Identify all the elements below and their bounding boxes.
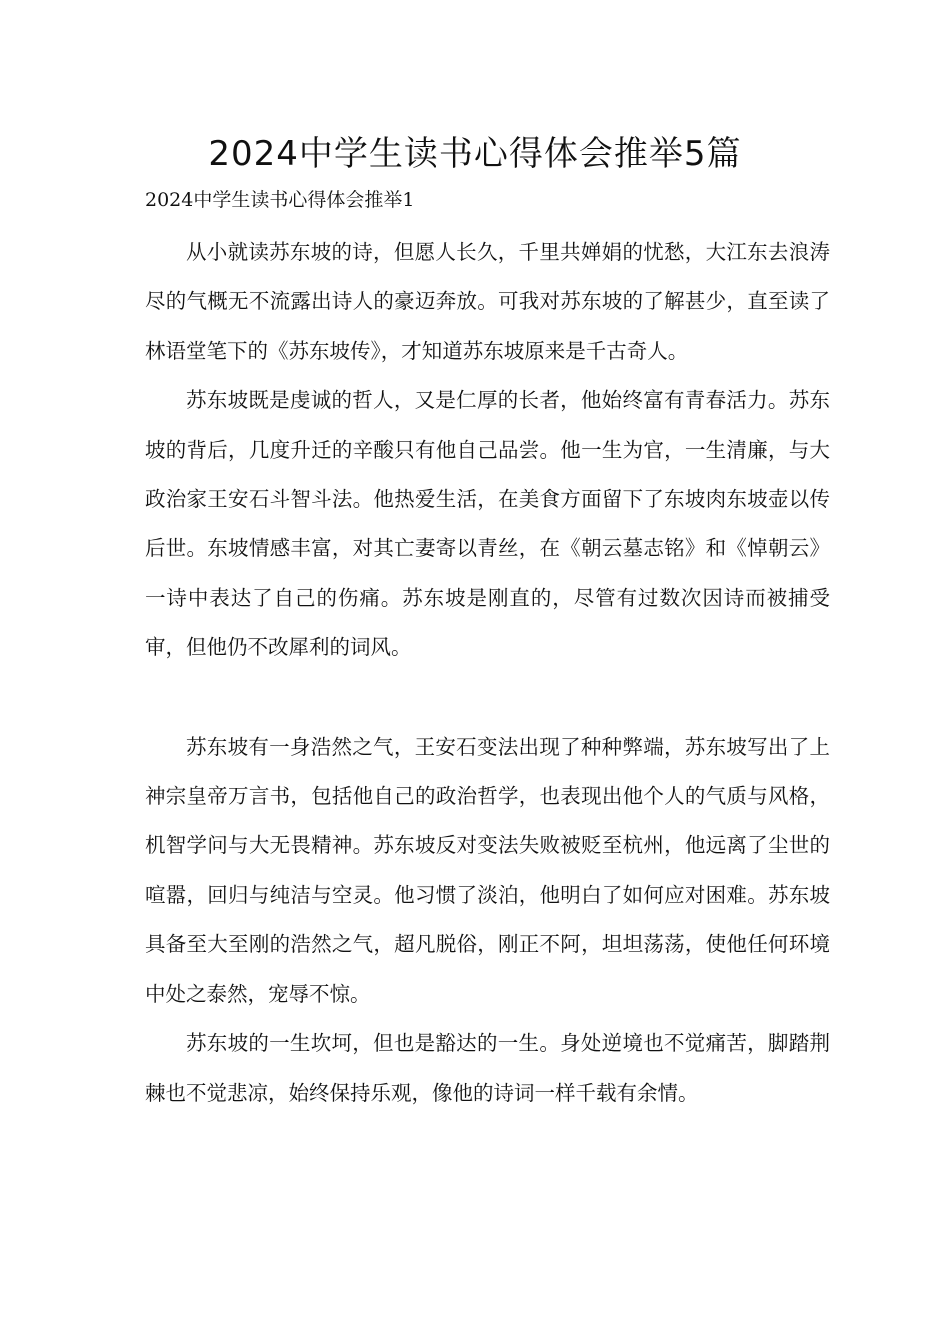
section-heading: 2024中学生读书心得体会推举1 [145, 189, 415, 211]
document-title: 2024中学生读书心得体会推举5篇 [208, 134, 742, 174]
paragraph-1: 从小就读苏东坡的诗，但愿人长久，千里共婵娟的忧愁，大江东去浪涛尽的气概无不流露出诗人的豪迈奔放。可我对苏东坡的了解甚少，直至读了林语堂笔下的《苏东坡传》，才知道苏东坡原来是千古奇人。 [145, 240, 830, 363]
paragraph-gap [145, 673, 830, 723]
paragraph-2: 苏东坡既是虔诚的哲人，又是仁厚的长者，他始终富有青春活力。苏东坡的背后，几度升迁的辛酸只有他自己品尝。他一生为官，一生清廉，与大政治家王安石斗智斗法。他热爱生活，在美食方面留下了东坡肉东坡壶以传后世。东坡情感丰富，对其亡妻寄以青丝，在《朝云墓志铭》和《悼朝云》一诗中表达了自己的伤痛。苏东坡是刚直的，尽管有过数次因诗而被捕受审，但他仍不改犀利的词风。 [145, 388, 830, 660]
document-body [145, 228, 830, 1118]
paragraph-3: 苏东坡有一身浩然之气，王安石变法出现了种种弊端，苏东坡写出了上神宗皇帝万言书，包括他自己的政治哲学，也表现出他个人的气质与风格，机智学问与大无畏精神。苏东坡反对变法失败被贬至杭州，他远离了尘世的喧嚣，回归与纯洁与空灵。他习惯了淡泊，他明白了如何应对困难。苏东坡具备至大至刚的浩然之气，超凡脱俗，刚正不阿，坦坦荡荡，使他任何环境中处之泰然，宠辱不惊。 [145, 734, 830, 1006]
paragraph-4: 苏东坡的一生坎坷，但也是豁达的一生。身处逆境也不觉痛苦，脚踏荆棘也不觉悲凉，始终保持乐观，像他的诗词一样千载有余情。 [145, 1031, 830, 1105]
